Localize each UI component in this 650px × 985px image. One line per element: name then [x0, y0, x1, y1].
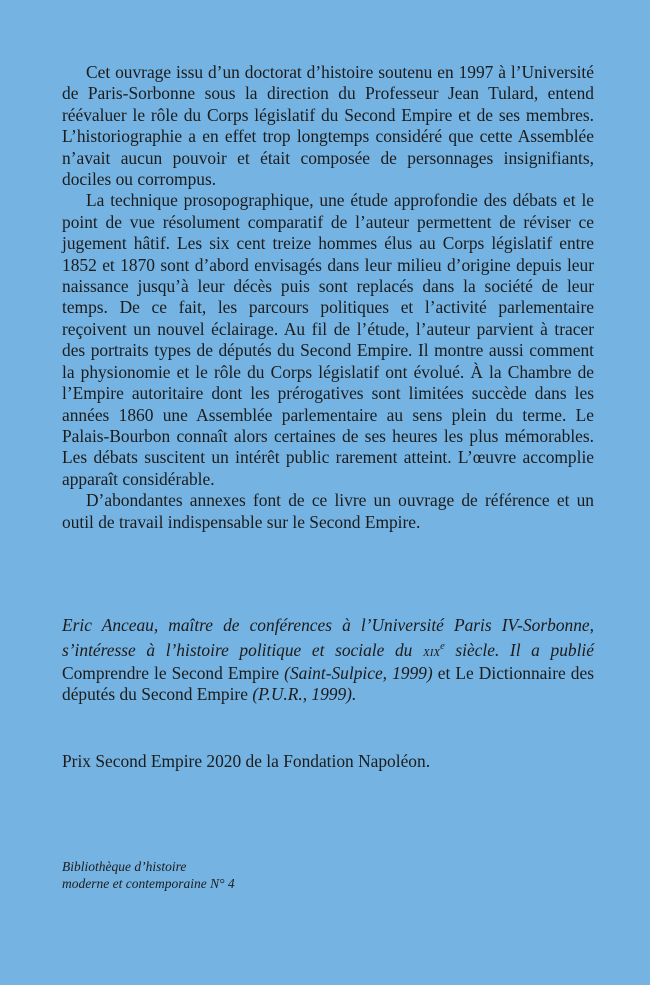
bio-book-2: Le Dictionnaire des députés du Second Empire: [62, 662, 594, 705]
bio-text-2: siècle. Il a publié: [444, 640, 594, 661]
summary-paragraph-3: D’abondantes annexes font de ce livre un ouvrage de référence et un outil de travail indispensable sur le Second Empire.: [62, 490, 594, 532]
bio-century-sup: e: [440, 641, 445, 653]
bio-book-1: Comprendre le Second Empire: [62, 662, 280, 683]
bio-and: et: [437, 662, 451, 683]
series-line-1: Bibliothèque d’histoire: [62, 859, 187, 874]
series-info: [62, 858, 362, 892]
bio-century: xix: [422, 643, 441, 661]
bio-text-1: Eric Anceau, maître de conférences à l’Université Paris IV-Sorbonne, s’intéresse à l’histoire politique et sociale du: [62, 615, 594, 661]
author-bio: [62, 615, 594, 705]
bio-book-2-publisher: (P.U.R., 1999).: [252, 684, 357, 705]
summary-paragraph-1: Cet ouvrage issu d’un doctorat d’histoire soutenu en 1997 à l’Université de Paris-Sorbonne sous la direction du Professeur Jean Tulard, entend réévaluer le rôle du Corps législatif du Second Empire et de ses membres. L’historiographie a en effet trop longtemps considéré que cette Assemblée n’avait aucun pouvoir et était composée de personnages insignifiants, dociles ou corrompus.: [62, 62, 594, 190]
back-cover-summary: [62, 62, 594, 533]
bio-book-1-publisher: (Saint-Sulpice, 1999): [284, 662, 433, 683]
prize-line: Prix Second Empire 2020 de la Fondation Napoléon.: [62, 751, 431, 771]
summary-paragraph-2: La technique prosopographique, une étude approfondie des débats et le point de vue résolument comparatif de l’auteur permettent de réviser ce jugement hâtif. Les six cent treize hommes élus au Corps législatif entre 1852 et 1870 sont d’abord envisagés dans leur milieu d’origine depuis leur naissance jusqu’à leur décès puis sont replacés dans la société de leur temps. De ce fait, les parcours politiques et l’activité parlementaire reçoivent un nouvel éclairage. Au fil de l’étude, l’auteur parvient à tracer des portraits types de députés du Second Empire. Il montre aussi comment la physionomie et le rôle du Corps législatif ont évolué. À la Chambre de l’Empire autoritaire dont les prérogatives sont limitées succède dans les années 1860 une Assemblée parlementaire au sens plein du terme. Le Palais-Bourbon connaît alors certaines de ses heures les plus mémorables. Les débats suscitent un intérêt public rarement atteint. L’œuvre accomplie apparaît considérable.: [62, 190, 594, 489]
series-line-2: moderne et contemporaine N° 4: [62, 876, 235, 891]
